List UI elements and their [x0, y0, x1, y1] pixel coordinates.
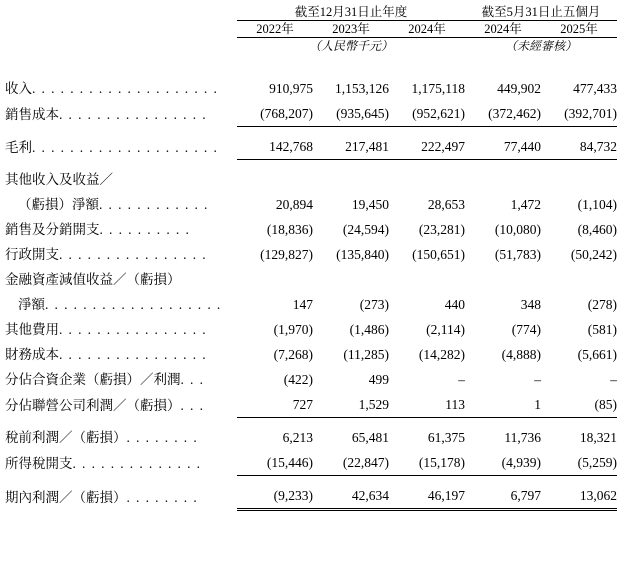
row-value: 6,213 — [282, 430, 313, 445]
row-value: 42,634 — [313, 483, 389, 510]
row-value — [313, 267, 389, 292]
header-year-2023: 2023年 — [313, 21, 389, 38]
row-spacer-cell — [5, 476, 237, 484]
row-value — [237, 267, 313, 292]
row-spacer-cell — [237, 127, 313, 135]
row-spacer-cell — [389, 476, 465, 484]
row-value: (392,701) — [541, 101, 617, 127]
leader-dots: . . . . . . . . . . . . . . . . . . . . — [32, 81, 219, 96]
row-label — [5, 76, 237, 101]
row-value: (273) — [359, 297, 389, 312]
leader-dots: . . . . . . . . . . — [99, 222, 191, 237]
row-label — [5, 425, 237, 450]
row-label-text: 銷售及分銷開支 — [5, 222, 100, 237]
header-year-2024: 2024年 — [389, 21, 465, 38]
row-value: (8,460) — [577, 222, 618, 237]
row-value: 147 — [292, 297, 313, 312]
row-value: (4,888) — [501, 347, 542, 362]
row-value — [313, 167, 389, 192]
leader-dots: . . . . . . . . . . . . . . . . . . . — [45, 297, 222, 312]
row-spacer-cell — [465, 127, 541, 135]
row-value: 1,153,126 — [335, 81, 389, 96]
header-gap-cell — [541, 54, 617, 76]
row-value: 142,768 — [237, 134, 313, 160]
row-label — [5, 267, 237, 292]
table-row — [5, 192, 617, 217]
row-value: (150,651) — [412, 247, 466, 262]
row-label-text: 銷售成本 — [5, 106, 59, 122]
header-unit-row — [5, 38, 617, 55]
row-value: 1,529 — [313, 392, 389, 418]
row-spacer-cell — [313, 476, 389, 484]
row-label — [5, 292, 237, 317]
header-unit-corner — [5, 38, 237, 55]
row-value: 18,321 — [579, 430, 618, 445]
table-row — [5, 101, 617, 127]
header-unit-currency: （人民幣千元） — [309, 39, 394, 53]
row-value: 217,481 — [313, 134, 389, 160]
header-year-corner — [5, 21, 237, 38]
row-value: (1,970) — [273, 322, 313, 337]
row-spacer-cell — [5, 127, 237, 135]
header-group-interim: 截至5月31日止五個月 — [465, 4, 617, 21]
header-year-2022: 2022年 — [237, 21, 313, 38]
row-value: (422) — [283, 372, 313, 387]
row-label — [5, 392, 237, 418]
row-value: (15,446) — [237, 450, 313, 476]
header-gap-cell — [313, 54, 389, 76]
header-corner-cell — [5, 4, 237, 21]
row-value: 1,472 — [510, 197, 542, 212]
leader-dots: . . . . . . . . . . . . . . . . . . . . — [32, 139, 219, 155]
row-value: (22,847) — [313, 450, 389, 476]
row-label — [5, 167, 237, 192]
row-label — [5, 450, 237, 476]
row-label-text: 期內利潤／（虧損） — [5, 489, 127, 505]
table-row — [5, 167, 617, 192]
row-value: 6,797 — [465, 483, 541, 510]
row-label — [5, 242, 237, 267]
row-value: 499 — [368, 372, 389, 387]
row-value: (10,080) — [494, 222, 542, 237]
row-label-text: 行政開支 — [5, 247, 59, 262]
header-year-2025-interim: 2025年 — [541, 21, 617, 38]
table-row — [5, 292, 617, 317]
income-statement-table — [5, 4, 617, 511]
table-row — [5, 242, 617, 267]
row-value: (15,178) — [389, 450, 465, 476]
row-label — [5, 483, 237, 510]
row-value: (1,104) — [577, 197, 618, 212]
row-value: 348 — [520, 297, 542, 312]
leader-dots: . . . — [180, 372, 205, 387]
row-value: (5,661) — [577, 347, 618, 362]
leader-dots: . . . . . . . . . . . . . . . . — [59, 247, 208, 262]
table-row — [5, 134, 617, 160]
row-value: – — [610, 372, 618, 387]
row-spacer — [5, 160, 617, 168]
row-value: (5,259) — [541, 450, 617, 476]
row-spacer-cell — [465, 476, 541, 484]
row-value: (9,233) — [237, 483, 313, 510]
row-value — [237, 167, 313, 192]
row-value: 46,197 — [389, 483, 465, 510]
leader-dots: . . . . . . . . . . . . . . . . — [59, 322, 208, 337]
row-value: (952,621) — [389, 101, 465, 127]
row-value: (11,285) — [343, 347, 389, 362]
row-value: (129,827) — [260, 247, 313, 262]
row-value: – — [534, 372, 542, 387]
row-value: (135,840) — [336, 247, 389, 262]
row-value: (85) — [541, 392, 617, 418]
row-label-text: 所得稅開支 — [5, 455, 73, 471]
header-unit-unaudited: （未經審核） — [505, 39, 578, 53]
table-row — [5, 317, 617, 342]
header-gap-cell — [237, 54, 313, 76]
row-spacer-cell — [313, 160, 389, 168]
header-year-row — [5, 21, 617, 38]
row-spacer — [5, 476, 617, 484]
header-gap-cell — [465, 54, 541, 76]
row-spacer — [5, 418, 617, 426]
row-value: 77,440 — [465, 134, 541, 160]
leader-dots: . . . . . . . . . . . . . . — [72, 455, 202, 471]
row-label — [5, 367, 237, 392]
table-body — [5, 76, 617, 510]
table-header — [5, 4, 617, 76]
row-spacer-cell — [5, 160, 237, 168]
row-label — [5, 317, 237, 342]
row-value: – — [458, 372, 466, 387]
row-value: 1,175,118 — [411, 81, 466, 96]
leader-dots: . . . . . . . . — [126, 489, 199, 505]
row-spacer-cell — [5, 418, 237, 426]
row-label-text: 分佔合資企業（虧損）／利潤 — [5, 372, 181, 387]
row-value — [541, 167, 617, 192]
row-value — [389, 267, 465, 292]
row-value: 13,062 — [541, 483, 617, 510]
row-spacer-cell — [313, 418, 389, 426]
table-row — [5, 342, 617, 367]
table-row — [5, 392, 617, 418]
row-label — [5, 342, 237, 367]
table-row — [5, 267, 617, 292]
row-spacer-cell — [541, 476, 617, 484]
row-value: 65,481 — [351, 430, 389, 445]
row-value: (24,594) — [342, 222, 389, 237]
row-label — [5, 192, 237, 217]
row-value: (1,486) — [349, 322, 389, 337]
row-spacer-cell — [237, 160, 313, 168]
header-gap-cell — [389, 54, 465, 76]
row-label-text: 分佔聯營公司利潤／（虧損） — [5, 397, 181, 413]
financial-statement-page — [0, 4, 622, 565]
header-year-2024-interim: 2024年 — [465, 21, 541, 38]
row-spacer-cell — [541, 160, 617, 168]
row-value — [541, 267, 617, 292]
row-value: (14,282) — [418, 347, 466, 362]
row-value: 222,497 — [389, 134, 465, 160]
row-value: (50,242) — [570, 247, 618, 262]
leader-dots: . . . . . . . . . . . . — [99, 197, 209, 212]
row-value: (372,462) — [465, 101, 541, 127]
row-spacer-cell — [389, 418, 465, 426]
table-row — [5, 76, 617, 101]
row-label-text: 毛利 — [5, 139, 32, 155]
row-value: (4,939) — [465, 450, 541, 476]
row-value: (7,268) — [273, 347, 313, 362]
row-value: 28,653 — [427, 197, 466, 212]
row-value: 19,450 — [351, 197, 389, 212]
row-value: (935,645) — [313, 101, 389, 127]
row-spacer-cell — [313, 127, 389, 135]
row-value: 1 — [465, 392, 541, 418]
row-spacer — [5, 127, 617, 135]
row-label-text: 其他費用 — [5, 322, 59, 337]
row-label-text: 稅前利潤／（虧損） — [5, 430, 127, 445]
row-label-text: （虧損）淨額 — [18, 197, 99, 212]
row-spacer-cell — [389, 160, 465, 168]
row-value: (581) — [587, 322, 618, 337]
row-label-text: 財務成本 — [5, 347, 59, 362]
leader-dots: . . . — [180, 397, 205, 413]
row-value — [465, 167, 541, 192]
row-value: 11,736 — [504, 430, 542, 445]
row-label-text: 淨額 — [18, 297, 45, 312]
row-value: 727 — [237, 392, 313, 418]
header-gap-row — [5, 54, 617, 76]
row-spacer-cell — [541, 127, 617, 135]
row-value: 20,894 — [275, 197, 313, 212]
row-value: (2,114) — [426, 322, 466, 337]
header-group-row — [5, 4, 617, 21]
row-value: 477,433 — [573, 81, 618, 96]
table-row — [5, 217, 617, 242]
leader-dots: . . . . . . . . — [126, 430, 199, 445]
row-value: (768,207) — [237, 101, 313, 127]
row-value: 84,732 — [541, 134, 617, 160]
row-value: (774) — [511, 322, 542, 337]
row-value: 113 — [389, 392, 465, 418]
row-spacer-cell — [389, 127, 465, 135]
row-value: 61,375 — [427, 430, 466, 445]
header-group-annual: 截至12月31日止年度 — [237, 4, 465, 21]
row-spacer-cell — [541, 418, 617, 426]
row-spacer-cell — [465, 160, 541, 168]
row-spacer-cell — [237, 418, 313, 426]
row-value — [389, 167, 465, 192]
row-value: (23,281) — [418, 222, 466, 237]
row-value — [465, 267, 541, 292]
header-gap-cell — [5, 54, 237, 76]
row-spacer-cell — [465, 418, 541, 426]
row-value: (278) — [587, 297, 618, 312]
row-value: (51,783) — [494, 247, 542, 262]
table-row — [5, 367, 617, 392]
row-label-text: 收入 — [5, 81, 32, 96]
row-label-text: 金融資產減值收益／（虧損） — [5, 272, 181, 287]
row-value: 440 — [444, 297, 466, 312]
table-row — [5, 425, 617, 450]
row-label — [5, 217, 237, 242]
leader-dots: . . . . . . . . . . . . . . . . — [59, 106, 208, 122]
row-value: 910,975 — [269, 81, 313, 96]
row-label-text: 其他收入及收益／ — [5, 172, 113, 187]
row-label — [5, 134, 237, 160]
row-spacer-cell — [237, 476, 313, 484]
row-value: (18,836) — [266, 222, 313, 237]
row-value: 449,902 — [497, 81, 542, 96]
table-row — [5, 450, 617, 476]
row-label — [5, 101, 237, 127]
leader-dots: . . . . . . . . . . . . . . . . — [59, 347, 208, 362]
table-row — [5, 483, 617, 510]
